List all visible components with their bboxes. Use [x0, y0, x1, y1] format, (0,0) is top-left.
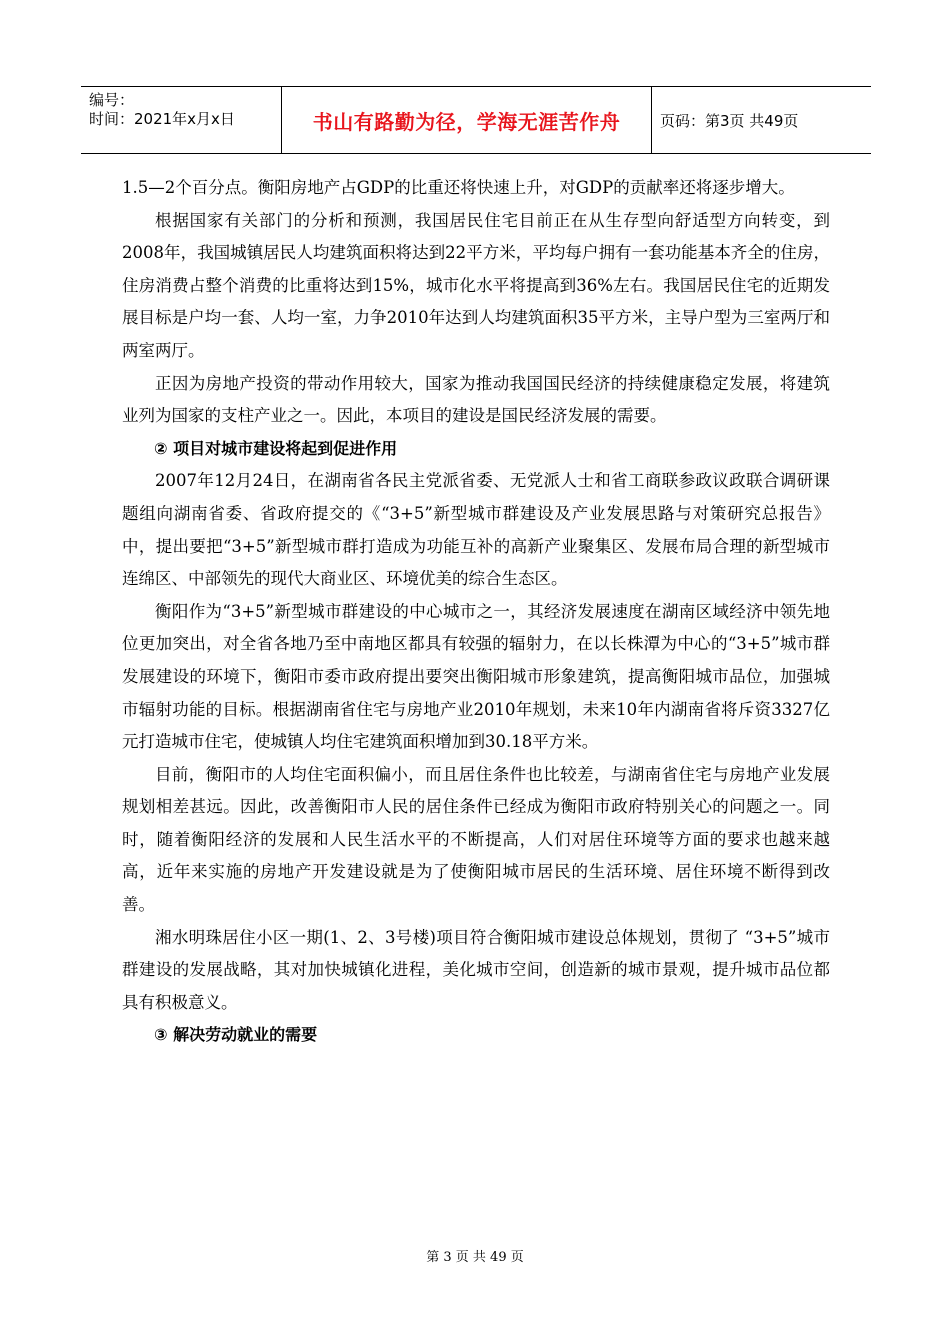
document-number-label: 编号： — [89, 91, 135, 109]
header-meta — [81, 87, 281, 153]
paragraph: 目前，衡阳市的人均住宅面积偏小，而且居住条件也比较差，与湖南省住宅与房地产业发展规划相差甚远。因此，改善衡阳市人民的居住条件已经成为衡阳市政府特别关心的问题之一。同时，随着衡阳经济的发展和人民生活水平的不断提高，人们对居住环境等方面的要求也越来越高，近年来实施的房地产开发建设就是为了使衡阳城市居民的生活环境、居住环境不断得到改善。 — [122, 764, 830, 915]
paragraph: 根据国家有关部门的分析和预测，我国居民住宅目前正在从生存型向舒适型方向转变，到2008年，我国城镇居民人均建筑面积将达到22平方米，平均每户拥有一套功能基本齐全的住房，住房消费占整个消费的比重将达到15%，城市化水平将提高到36%左右。我国居民住宅的近期发展目标是户均一套、人均一室，力争2010年达到人均建筑面积35平方米，主导户型为三室两厅和两室两厅。 — [122, 210, 830, 360]
paragraph-continuation: 1.5—2个百分点。衡阳房地产占GDP的比重还将快速上升，对GDP的贡献率还将逐步增大。 — [122, 178, 795, 197]
paragraph: 2007年12月24日，在湖南省各民主党派省委、无党派人士和省工商联参政议政联合调研课题组向湖南省委、省政府提交的《“3+5”新型城市群建设及产业发展思路与对策研究总报告》中，提出要把“3+5”新型城市群打造成为功能互补的高新产业聚集区、发展布局合理的新型城市连绵区、中部领先的现代大商业区、环境优美的综合生态区。 — [122, 471, 830, 589]
header-page-info: 页码：第3页 共49页 — [660, 111, 799, 130]
document-body — [122, 172, 830, 1052]
paragraph: 湘水明珠居住小区一期(1、2、3号楼)项目符合衡阳城市建设总体规划，贯彻了 “3+5”城市群建设的发展战略，其对加快城镇化进程，美化城市空间，创造新的城市景观，提升城市品位都具有积极意义。 — [122, 927, 830, 1012]
paragraph: 衡阳作为“3+5”新型城市群建设的中心城市之一，其经济发展速度在湖南区域经济中领先地位更加突出，对全省各地乃至中南地区都具有较强的辐射力，在以长株潭为中心的“3+5”城市群发展建设的环境下，衡阳市委市政府提出要突出衡阳城市形象建筑，提高衡阳城市品位，加强城市辐射功能的目标。根据湖南省住宅与房地产业2010年规划，未来10年内湖南省将斥资3327亿元打造城市住宅，使城镇人均住宅建筑面积增加到30.18平方米。 — [122, 601, 830, 752]
header-motto: 书山有路勤为径，学海无涯苦作舟 — [281, 87, 652, 153]
document-header — [81, 86, 871, 154]
paragraph: 正因为房地产投资的带动作用较大，国家为推动我国国民经济的持续健康稳定发展，将建筑业列为国家的支柱产业之一。因此，本项目的建设是国民经济发展的需要。 — [122, 373, 830, 426]
section-heading: ② 项目对城市建设将起到促进作用 — [154, 438, 398, 458]
page-footer: 第 3 页 共 49 页 — [426, 1250, 524, 1265]
section-heading: ③ 解决劳动就业的需要 — [154, 1025, 318, 1045]
document-time-label: 时间：2021年x月x日 — [89, 110, 235, 128]
